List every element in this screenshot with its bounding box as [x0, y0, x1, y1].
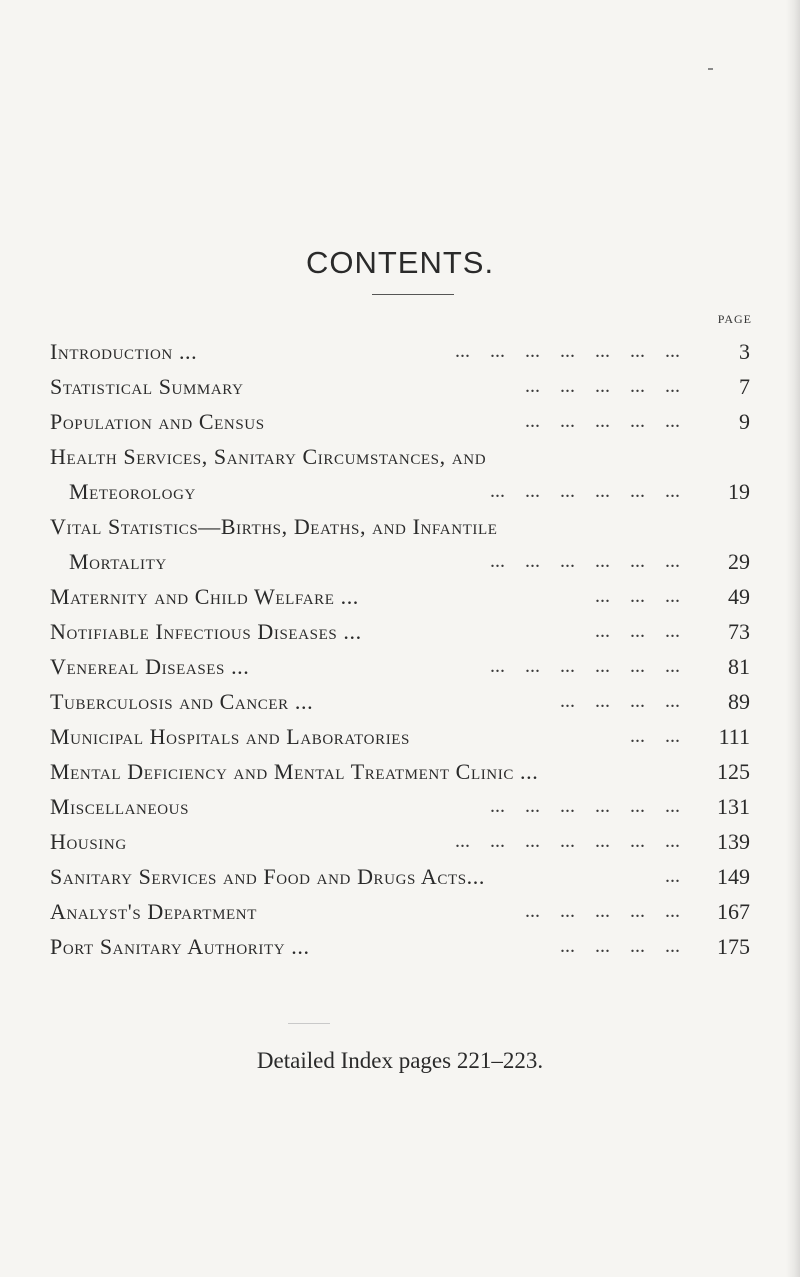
toc-leader-dots: ... ... ... ... ... ... ... [455, 340, 680, 362]
toc-entry-title: Maternity and Child Welfare ... [50, 584, 359, 609]
table-of-contents [50, 334, 750, 964]
toc-entry-sanitary-services[interactable] [50, 859, 750, 894]
toc-entry-title: Tuberculosis and Cancer ... [50, 689, 314, 714]
toc-page-number: 9 [739, 409, 750, 434]
toc-leader-dots: ... ... ... ... [560, 690, 680, 712]
toc-entry-title: Statistical Summary [50, 374, 244, 399]
toc-entry-title: Venereal Diseases ... [50, 654, 250, 679]
toc-leader-dots: ... ... ... ... ... ... [490, 480, 680, 502]
title-rule [372, 294, 454, 295]
toc-leader-dots: ... ... ... ... [560, 935, 680, 957]
toc-page-number: 139 [717, 829, 750, 854]
toc-page-number: 73 [728, 619, 750, 644]
toc-page-number: 7 [739, 374, 750, 399]
toc-entry-title: Miscellaneous [50, 794, 190, 819]
toc-leader-dots: ... ... [630, 725, 680, 747]
toc-entry-miscellaneous[interactable] [50, 789, 750, 824]
toc-leader-dots: ... ... ... [595, 620, 680, 642]
toc-entry-analysts-department[interactable] [50, 894, 750, 929]
toc-page-number: 131 [717, 794, 750, 819]
toc-page-number: 81 [728, 654, 750, 679]
toc-entry-title: Housing [50, 829, 127, 854]
scan-mark [708, 68, 713, 70]
toc-entry-title: Introduction ... [50, 339, 198, 364]
toc-page-number: 175 [717, 934, 750, 959]
toc-entry-title-continued: Meteorology [69, 479, 196, 504]
toc-page-number: 111 [718, 724, 750, 749]
toc-entry-title: Notifiable Infectious Diseases ... [50, 619, 362, 644]
toc-leader-dots: ... ... ... ... ... ... [490, 795, 680, 817]
toc-leader-dots: ... [665, 865, 680, 887]
footer-rule [288, 1023, 330, 1024]
toc-page-number: 19 [728, 479, 750, 504]
toc-entry-population-and-census[interactable] [50, 404, 750, 439]
toc-page-number: 167 [717, 899, 750, 924]
toc-entry-notifiable-infectious-diseases[interactable] [50, 614, 750, 649]
toc-entry-housing[interactable] [50, 824, 750, 859]
toc-entry-health-services[interactable] [50, 439, 750, 509]
page-edge-shadow [786, 0, 800, 1277]
toc-leader-dots: ... ... ... ... ... [525, 410, 680, 432]
page-column-header: PAGE [717, 312, 752, 326]
toc-page-number: 3 [739, 339, 750, 364]
toc-entry-introduction[interactable] [50, 334, 750, 369]
toc-page-number: 125 [717, 759, 750, 784]
toc-entry-port-sanitary-authority[interactable] [50, 929, 750, 964]
toc-entry-title-continued: Mortality [69, 549, 167, 574]
toc-entry-title: Mental Deficiency and Mental Treatment Clinic ... [50, 759, 539, 784]
toc-leader-dots: ... ... ... ... ... ... ... [455, 830, 680, 852]
toc-entry-maternity-and-child-welfare[interactable] [50, 579, 750, 614]
toc-page-number: 89 [728, 689, 750, 714]
toc-entry-statistical-summary[interactable] [50, 369, 750, 404]
toc-entry-title: Sanitary Services and Food and Drugs Acts... [50, 864, 485, 889]
toc-leader-dots: ... ... ... ... ... [525, 375, 680, 397]
toc-entry-mental-deficiency[interactable] [50, 754, 750, 789]
toc-entry-title: Municipal Hospitals and Laboratories [50, 724, 410, 749]
toc-entry-venereal-diseases[interactable] [50, 649, 750, 684]
toc-leader-dots: ... ... ... [595, 585, 680, 607]
toc-leader-dots: ... ... ... ... ... [525, 900, 680, 922]
toc-entry-municipal-hospitals[interactable] [50, 719, 750, 754]
toc-page-number: 149 [717, 864, 750, 889]
detailed-index-note: Detailed Index pages 221–223. [256, 1048, 544, 1073]
toc-entry-title: Port Sanitary Authority ... [50, 934, 310, 959]
toc-entry-title: Vital Statistics—Births, Deaths, and Infantile [50, 514, 498, 539]
toc-page-number: 29 [728, 549, 750, 574]
toc-leader-dots: ... ... ... ... ... ... [490, 550, 680, 572]
toc-entry-tuberculosis-and-cancer[interactable] [50, 684, 750, 719]
toc-page-number: 49 [728, 584, 750, 609]
toc-entry-title: Health Services, Sanitary Circumstances, and [50, 444, 487, 469]
toc-leader-dots: ... ... ... ... ... ... [490, 655, 680, 677]
toc-entry-vital-statistics[interactable] [50, 509, 750, 579]
toc-entry-title: Population and Census [50, 409, 265, 434]
toc-entry-title: Analyst's Department [50, 899, 257, 924]
page-title: CONTENTS. [305, 245, 495, 280]
